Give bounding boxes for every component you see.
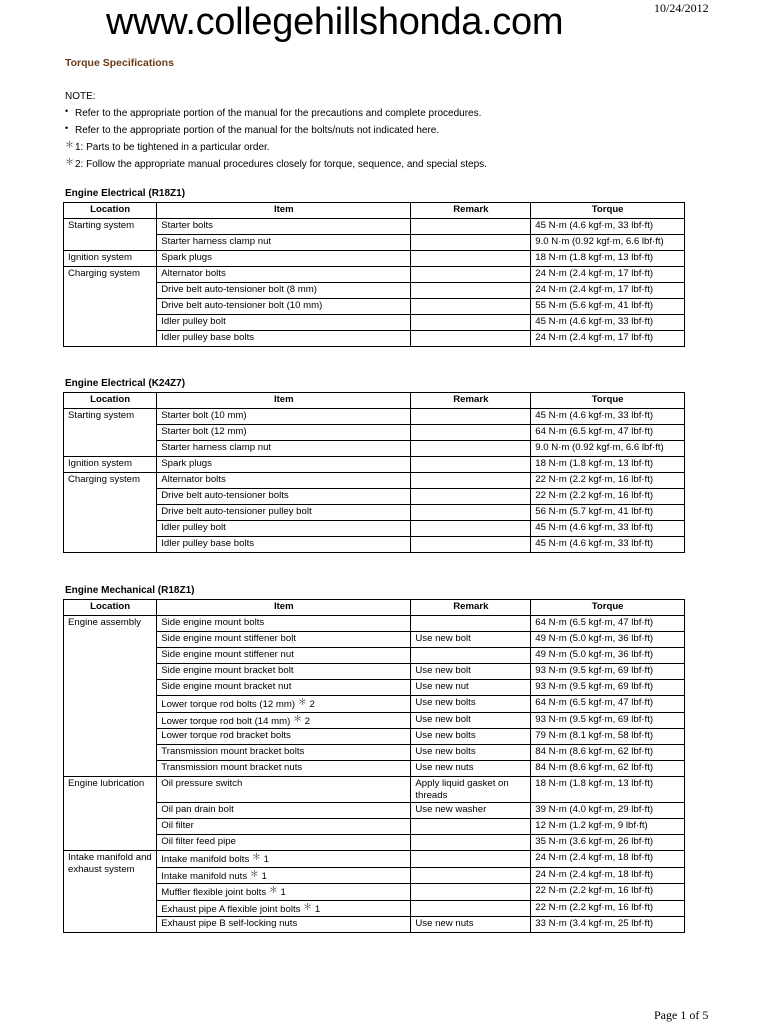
torque-cell: 18 N·m (1.8 kgf·m, 13 lbf·ft) (531, 251, 685, 267)
item-cell (157, 712, 411, 729)
torque-cell: 93 N·m (9.5 kgf·m, 69 lbf·ft) (531, 680, 685, 696)
item-cell (157, 803, 411, 819)
item-text: Intake manifold nuts (161, 870, 248, 882)
item-cell (157, 425, 411, 441)
location-cell: Charging system (64, 267, 157, 347)
torque-cell: 64 N·m (6.5 kgf·m, 47 lbf·ft) (531, 616, 685, 632)
table-row (64, 315, 685, 331)
item-text: Spark plugs (161, 252, 212, 263)
table-row (64, 851, 685, 868)
torque-cell: 24 N·m (2.4 kgf·m, 18 lbf·ft) (531, 851, 685, 868)
table-row (64, 219, 685, 235)
table-row (64, 712, 685, 729)
location-cell: Ignition system (64, 251, 157, 267)
table-row (64, 409, 685, 425)
item-cell (157, 777, 411, 803)
note-bullet: • (65, 106, 69, 116)
table-row (64, 299, 685, 315)
remark-cell (411, 616, 531, 632)
torque-cell: 24 N·m (2.4 kgf·m, 17 lbf·ft) (531, 283, 685, 299)
site-url[interactable]: www.collegehillshonda.com (106, 1, 564, 43)
note-ref: 1 (261, 870, 267, 882)
torque-cell: 18 N·m (1.8 kgf·m, 13 lbf·ft) (531, 457, 685, 473)
table-row (64, 680, 685, 696)
item-text: Side engine mount bracket bolt (161, 665, 294, 676)
column-header: Item (157, 600, 411, 616)
doc-title: Torque Specifications (65, 57, 174, 69)
section-title-electrical-k24z7: Engine Electrical (K24Z7) (65, 378, 186, 389)
table-row (64, 803, 685, 819)
item-cell (157, 521, 411, 537)
note-star: ＊ (65, 140, 75, 150)
item-cell (157, 851, 411, 868)
table-row (64, 917, 685, 933)
torque-cell: 93 N·m (9.5 kgf·m, 69 lbf·ft) (531, 712, 685, 729)
section-title-mechanical-r18z1: Engine Mechanical (R18Z1) (65, 585, 195, 596)
item-cell (157, 917, 411, 933)
note-text: 2: Follow the appropriate manual procedures closely for torque, sequence, and special steps. (75, 159, 487, 170)
remark-cell: Apply liquid gasket on threads (411, 777, 531, 803)
location-cell: Starting system (64, 409, 157, 457)
torque-cell: 45 N·m (4.6 kgf·m, 33 lbf·ft) (531, 537, 685, 553)
torque-cell: 24 N·m (2.4 kgf·m, 18 lbf·ft) (531, 867, 685, 884)
item-cell (157, 283, 411, 299)
item-text: Spark plugs (161, 458, 212, 469)
torque-cell: 84 N·m (8.6 kgf·m, 62 lbf·ft) (531, 761, 685, 777)
torque-cell: 24 N·m (2.4 kgf·m, 17 lbf·ft) (531, 331, 685, 347)
torque-cell: 33 N·m (3.4 kgf·m, 25 lbf·ft) (531, 917, 685, 933)
remark-cell (411, 505, 531, 521)
remark-cell (411, 283, 531, 299)
item-cell (157, 664, 411, 680)
item-cell (157, 299, 411, 315)
column-header: Location (64, 203, 157, 219)
remark-cell (411, 867, 531, 884)
column-header: Item (157, 393, 411, 409)
item-text: Idler pulley bolt (161, 316, 226, 327)
remark-cell (411, 425, 531, 441)
item-cell (157, 900, 411, 917)
item-cell (157, 632, 411, 648)
note-item (65, 156, 487, 173)
remark-cell: Use new nuts (411, 761, 531, 777)
torque-cell: 35 N·m (3.6 kgf·m, 26 lbf·ft) (531, 835, 685, 851)
torque-cell: 39 N·m (4.0 kgf·m, 29 lbf·ft) (531, 803, 685, 819)
column-header: Item (157, 203, 411, 219)
column-header: Location (64, 393, 157, 409)
notes-block (65, 88, 487, 173)
location-cell: Starting system (64, 219, 157, 251)
item-text: Lower torque rod bracket bolts (161, 730, 291, 741)
item-text: Idler pulley base bolts (161, 538, 255, 549)
table-row (64, 251, 685, 267)
remark-cell (411, 235, 531, 251)
torque-cell: 9.0 N·m (0.92 kgf·m, 6.6 lbf·ft) (531, 235, 685, 251)
torque-cell: 79 N·m (8.1 kgf·m, 58 lbf·ft) (531, 729, 685, 745)
torque-cell: 22 N·m (2.2 kgf·m, 16 lbf·ft) (531, 884, 685, 901)
table-row (64, 632, 685, 648)
item-text: Side engine mount bolts (161, 617, 265, 628)
location-cell: Ignition system (64, 457, 157, 473)
table-row (64, 729, 685, 745)
item-cell (157, 505, 411, 521)
remark-cell: Use new bolts (411, 729, 531, 745)
remark-cell (411, 331, 531, 347)
table-row (64, 696, 685, 713)
torque-cell: 84 N·m (8.6 kgf·m, 62 lbf·ft) (531, 745, 685, 761)
item-cell (157, 315, 411, 331)
note-star: ＊ (292, 713, 302, 724)
note-item (65, 122, 487, 139)
remark-cell (411, 900, 531, 917)
remark-cell: Use new bolt (411, 664, 531, 680)
table-row (64, 819, 685, 835)
item-cell (157, 648, 411, 664)
remark-cell (411, 648, 531, 664)
location-cell: Engine lubrication (64, 777, 157, 851)
note-item (65, 105, 487, 122)
item-text: Oil pan drain bolt (161, 804, 234, 815)
table-row (64, 505, 685, 521)
location-cell: Intake manifold and exhaust system (64, 851, 157, 933)
torque-cell: 56 N·m (5.7 kgf·m, 41 lbf·ft) (531, 505, 685, 521)
remark-cell (411, 473, 531, 489)
item-text: Drive belt auto-tensioner bolts (161, 490, 289, 501)
table-header-row (64, 203, 685, 219)
torque-cell: 64 N·m (6.5 kgf·m, 47 lbf·ft) (531, 425, 685, 441)
table-row (64, 884, 685, 901)
item-cell (157, 819, 411, 835)
table-row (64, 777, 685, 803)
column-header: Torque (531, 600, 685, 616)
item-text: Idler pulley base bolts (161, 332, 255, 343)
table-row (64, 835, 685, 851)
note-star: ＊ (303, 901, 313, 912)
torque-table-mechanical-r18z1 (63, 599, 685, 933)
item-text: Lower torque rod bolt (14 mm) (161, 715, 291, 727)
table-row (64, 900, 685, 917)
item-cell (157, 251, 411, 267)
item-cell (157, 761, 411, 777)
table-row (64, 425, 685, 441)
item-cell (157, 331, 411, 347)
item-text: Side engine mount bracket nut (161, 681, 292, 692)
torque-cell: 24 N·m (2.4 kgf·m, 17 lbf·ft) (531, 267, 685, 283)
column-header: Location (64, 600, 157, 616)
item-cell (157, 616, 411, 632)
item-cell (157, 267, 411, 283)
column-header: Torque (531, 203, 685, 219)
remark-cell: Use new nuts (411, 917, 531, 933)
item-text: Oil filter feed pipe (161, 836, 236, 847)
column-header: Remark (411, 600, 531, 616)
table-header-row (64, 393, 685, 409)
remark-cell (411, 219, 531, 235)
table-row (64, 473, 685, 489)
remark-cell (411, 267, 531, 283)
item-text: Lower torque rod bolts (12 mm) (161, 699, 296, 710)
item-cell (157, 219, 411, 235)
item-text: Side engine mount stiffener bolt (161, 633, 297, 644)
item-cell (157, 489, 411, 505)
table-row (64, 489, 685, 505)
location-cell: Charging system (64, 473, 157, 553)
table-row (64, 331, 685, 347)
torque-cell: 45 N·m (4.6 kgf·m, 33 lbf·ft) (531, 409, 685, 425)
note-ref: 1 (263, 854, 269, 865)
remark-cell (411, 819, 531, 835)
remark-cell: Use new washer (411, 803, 531, 819)
remark-cell (411, 537, 531, 553)
note-text: Refer to the appropriate portion of the manual for the precautions and complete procedures. (75, 108, 482, 119)
remark-cell (411, 835, 531, 851)
notes-label: NOTE: (65, 91, 96, 102)
item-text: Muffler flexible joint bolts (161, 887, 267, 898)
remark-cell (411, 315, 531, 331)
table-row (64, 235, 685, 251)
note-star: ＊ (268, 885, 278, 895)
remark-cell: Use new bolts (411, 696, 531, 713)
item-cell (157, 745, 411, 761)
remark-cell (411, 251, 531, 267)
table-row (64, 457, 685, 473)
column-header: Remark (411, 393, 531, 409)
torque-cell: 18 N·m (1.8 kgf·m, 13 lbf·ft) (531, 777, 685, 803)
torque-cell: 45 N·m (4.6 kgf·m, 33 lbf·ft) (531, 219, 685, 235)
item-cell (157, 235, 411, 251)
section-title-electrical-r18z1: Engine Electrical (R18Z1) (65, 188, 186, 199)
item-text: Starter harness clamp nut (161, 442, 272, 453)
item-text: Drive belt auto-tensioner bolt (8 mm) (161, 284, 317, 295)
item-text: Exhaust pipe B self-locking nuts (161, 918, 298, 929)
remark-cell (411, 884, 531, 901)
column-header: Remark (411, 203, 531, 219)
table-row (64, 616, 685, 632)
item-cell (157, 457, 411, 473)
note-star: ＊ (251, 852, 261, 862)
item-cell (157, 729, 411, 745)
torque-cell: 22 N·m (2.2 kgf·m, 16 lbf·ft) (531, 489, 685, 505)
table-header-row (64, 600, 685, 616)
remark-cell (411, 851, 531, 868)
item-text: Alternator bolts (161, 268, 226, 279)
note-star: ＊ (249, 868, 259, 879)
torque-cell: 93 N·m (9.5 kgf·m, 69 lbf·ft) (531, 664, 685, 680)
torque-cell: 49 N·m (5.0 kgf·m, 36 lbf·ft) (531, 648, 685, 664)
torque-cell: 64 N·m (6.5 kgf·m, 47 lbf·ft) (531, 696, 685, 713)
item-cell (157, 473, 411, 489)
note-ref: 2 (309, 699, 315, 710)
torque-cell: 22 N·m (2.2 kgf·m, 16 lbf·ft) (531, 473, 685, 489)
remark-cell (411, 489, 531, 505)
note-star: ＊ (297, 697, 307, 707)
remark-cell (411, 409, 531, 425)
item-text: Idler pulley bolt (161, 522, 226, 533)
table-row (64, 745, 685, 761)
remark-cell (411, 299, 531, 315)
item-text: Drive belt auto-tensioner bolt (10 mm) (161, 300, 323, 311)
item-cell (157, 884, 411, 901)
item-cell (157, 835, 411, 851)
remark-cell (411, 521, 531, 537)
torque-cell: 49 N·m (5.0 kgf·m, 36 lbf·ft) (531, 632, 685, 648)
table-row (64, 761, 685, 777)
item-text: Oil filter (161, 820, 194, 831)
remark-cell (411, 457, 531, 473)
item-cell (157, 680, 411, 696)
torque-table-electrical-r18z1 (63, 202, 685, 347)
note-item (65, 139, 487, 156)
table-row (64, 867, 685, 884)
item-text: Exhaust pipe A flexible joint bolts (161, 903, 301, 915)
table-row (64, 648, 685, 664)
torque-cell: 45 N·m (4.6 kgf·m, 33 lbf·ft) (531, 521, 685, 537)
print-date: 10/24/2012 (654, 1, 709, 15)
table-row (64, 521, 685, 537)
remark-cell: Use new bolts (411, 745, 531, 761)
torque-cell: 22 N·m (2.2 kgf·m, 16 lbf·ft) (531, 900, 685, 917)
page-number: Page 1 of 5 (654, 1008, 709, 1022)
table-row (64, 664, 685, 680)
torque-cell: 12 N·m (1.2 kgf·m, 9 lbf·ft) (531, 819, 685, 835)
item-text: Starter bolts (161, 220, 213, 231)
note-bullet: • (65, 123, 69, 133)
torque-cell: 9.0 N·m (0.92 kgf·m, 6.6 lbf·ft) (531, 441, 685, 457)
table-row (64, 441, 685, 457)
item-text: Alternator bolts (161, 474, 226, 485)
item-text: Oil pressure switch (161, 778, 243, 789)
column-header: Torque (531, 393, 685, 409)
torque-table-electrical-k24z7 (63, 392, 685, 553)
note-text: 1: Parts to be tightened in a particular order. (75, 142, 270, 153)
item-text: Drive belt auto-tensioner pulley bolt (161, 506, 312, 517)
note-ref: 2 (304, 715, 310, 727)
item-cell (157, 409, 411, 425)
table-row (64, 537, 685, 553)
torque-cell: 55 N·m (5.6 kgf·m, 41 lbf·ft) (531, 299, 685, 315)
note-ref: 1 (314, 903, 321, 915)
remark-cell: Use new bolt (411, 712, 531, 729)
item-cell (157, 441, 411, 457)
item-cell (157, 867, 411, 884)
item-text: Intake manifold bolts (161, 854, 250, 865)
item-text: Transmission mount bracket nuts (161, 762, 303, 773)
item-cell (157, 696, 411, 713)
table-row (64, 267, 685, 283)
note-ref: 1 (280, 887, 286, 898)
item-text: Side engine mount stiffener nut (161, 649, 294, 660)
remark-cell (411, 441, 531, 457)
item-text: Starter bolt (12 mm) (161, 426, 247, 437)
note-star: ＊ (65, 157, 75, 167)
item-text: Starter harness clamp nut (161, 236, 272, 247)
item-text: Starter bolt (10 mm) (161, 410, 247, 421)
torque-cell: 45 N·m (4.6 kgf·m, 33 lbf·ft) (531, 315, 685, 331)
item-text: Transmission mount bracket bolts (161, 746, 305, 757)
note-text: Refer to the appropriate portion of the manual for the bolts/nuts not indicated here. (75, 125, 440, 136)
remark-cell: Use new nut (411, 680, 531, 696)
location-cell: Engine assembly (64, 616, 157, 777)
table-row (64, 283, 685, 299)
item-cell (157, 537, 411, 553)
remark-cell: Use new bolt (411, 632, 531, 648)
